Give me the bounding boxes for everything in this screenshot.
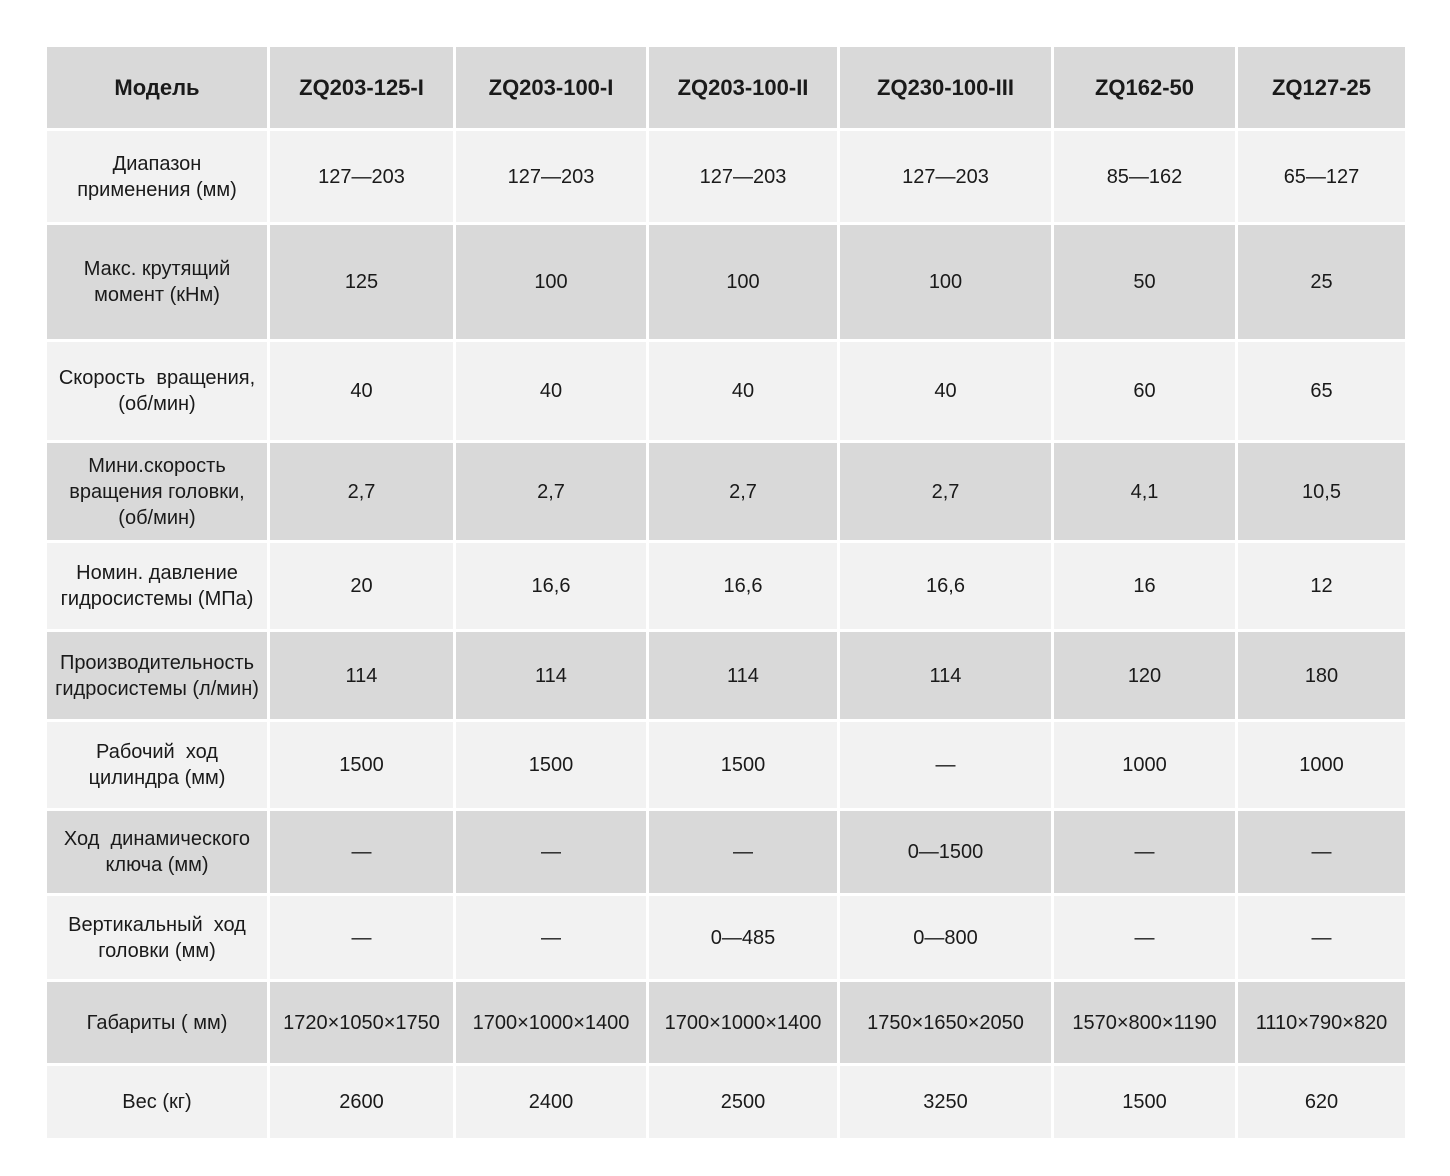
row-label-line: (об/мин) <box>118 506 196 529</box>
row-label-line: Производительность <box>59 651 255 674</box>
table-cell: 40 <box>648 341 839 442</box>
table-cell: 40 <box>269 341 455 442</box>
table-cell: 100 <box>648 224 839 341</box>
table-cell: 2,7 <box>269 442 455 542</box>
header-zq203-100-ii: ZQ203-100-II <box>648 46 839 130</box>
row-label <box>46 721 269 810</box>
table-cell: — <box>1053 895 1237 981</box>
table-cell: — <box>269 895 455 981</box>
table-cell: 3250 <box>839 1065 1053 1140</box>
row-label-line: Габариты ( мм) <box>86 1011 228 1034</box>
table-cell: 1750×1650×2050 <box>839 981 1053 1065</box>
table-cell: — <box>648 810 839 895</box>
table-cell: 100 <box>455 224 648 341</box>
table-cell: — <box>1237 810 1407 895</box>
table-cell: 4,1 <box>1053 442 1237 542</box>
table-cell: 65—127 <box>1237 130 1407 224</box>
table-cell: 114 <box>839 631 1053 721</box>
table-cell: 120 <box>1053 631 1237 721</box>
table-cell: 2500 <box>648 1065 839 1140</box>
header-zq127-25: ZQ127-25 <box>1237 46 1407 130</box>
table-cell: 127—203 <box>455 130 648 224</box>
table-cell: 0—1500 <box>839 810 1053 895</box>
table-row <box>46 542 1407 631</box>
table-cell: 1570×800×1190 <box>1053 981 1237 1065</box>
row-label-line: вращения головки, <box>69 480 245 503</box>
row-label-line: Ход динамического <box>63 828 251 850</box>
row-label-line: Вертикальный ход <box>68 913 246 936</box>
row-label-line: Рабочий ход <box>96 741 218 763</box>
row-label-line: применения (мм) <box>77 178 237 201</box>
table-cell: 25 <box>1237 224 1407 341</box>
table-cell: 16,6 <box>455 542 648 631</box>
row-label <box>46 130 269 224</box>
table-cell: 127—203 <box>839 130 1053 224</box>
row-label-line: ключа (мм) <box>105 854 209 876</box>
table-cell: 1700×1000×1400 <box>455 981 648 1065</box>
table-cell: 127—203 <box>648 130 839 224</box>
header-row <box>46 46 1407 130</box>
table-cell: 16 <box>1053 542 1237 631</box>
table-cell: 1500 <box>1053 1065 1237 1140</box>
row-label <box>46 542 269 631</box>
table-cell: 85—162 <box>1053 130 1237 224</box>
table-cell: 2,7 <box>839 442 1053 542</box>
table-cell: 114 <box>648 631 839 721</box>
table-cell: — <box>1053 810 1237 895</box>
header-zq230-100-iii: ZQ230-100-III <box>839 46 1053 130</box>
table-cell: 16,6 <box>648 542 839 631</box>
table-row <box>46 810 1407 895</box>
table-cell: 127—203 <box>269 130 455 224</box>
table-row <box>46 130 1407 224</box>
row-label-line: Номин. давление <box>76 562 238 584</box>
table-cell: 180 <box>1237 631 1407 721</box>
table-cell: — <box>839 721 1053 810</box>
row-label <box>46 224 269 341</box>
table-cell: 2400 <box>455 1065 648 1140</box>
row-label-line: Скорость вращения, <box>58 367 256 389</box>
table-cell: 40 <box>839 341 1053 442</box>
row-label-line: Вес (кг) <box>122 1091 192 1113</box>
row-label <box>46 631 269 721</box>
table-row <box>46 981 1407 1065</box>
table-cell: 1000 <box>1237 721 1407 810</box>
table-cell: 2600 <box>269 1065 455 1140</box>
row-label <box>46 1065 269 1140</box>
table-cell: 2,7 <box>455 442 648 542</box>
table-cell: — <box>1237 895 1407 981</box>
table-cell: 1500 <box>269 721 455 810</box>
table-cell: 0—485 <box>648 895 839 981</box>
row-label-line: Макс. крутящий <box>83 258 231 280</box>
table-cell: 16,6 <box>839 542 1053 631</box>
table-cell: 0—800 <box>839 895 1053 981</box>
table-cell: 60 <box>1053 341 1237 442</box>
row-label <box>46 810 269 895</box>
table-row <box>46 721 1407 810</box>
table-cell: 2,7 <box>648 442 839 542</box>
table-cell: 114 <box>455 631 648 721</box>
table-cell: 100 <box>839 224 1053 341</box>
header-zq203-125-i: ZQ203-125-I <box>269 46 455 130</box>
table-row <box>46 1065 1407 1140</box>
table-cell: 1500 <box>455 721 648 810</box>
row-label-line: гидросистемы (л/мин) <box>55 677 259 700</box>
header-zq203-100-i: ZQ203-100-I <box>455 46 648 130</box>
table-cell: 12 <box>1237 542 1407 631</box>
header-zq162-50: ZQ162-50 <box>1053 46 1237 130</box>
row-label <box>46 442 269 542</box>
row-label <box>46 895 269 981</box>
table-cell: 40 <box>455 341 648 442</box>
table-row <box>46 631 1407 721</box>
table-cell: — <box>269 810 455 895</box>
table-cell: 114 <box>269 631 455 721</box>
table-cell: 1500 <box>648 721 839 810</box>
specifications-table <box>44 44 1408 1141</box>
row-label <box>46 981 269 1065</box>
table-row <box>46 442 1407 542</box>
table-cell: 1700×1000×1400 <box>648 981 839 1065</box>
row-label-line: Диапазон <box>112 152 202 175</box>
row-label-line: (об/мин) <box>118 393 196 415</box>
table-cell: 20 <box>269 542 455 631</box>
table-row <box>46 341 1407 442</box>
table-cell: 620 <box>1237 1065 1407 1140</box>
table-cell: — <box>455 895 648 981</box>
row-label-line: Мини.скорость <box>88 454 226 477</box>
table-cell: 1110×790×820 <box>1237 981 1407 1065</box>
row-label-line: момент (кНм) <box>94 284 220 306</box>
table-cell: — <box>455 810 648 895</box>
row-label-line: цилиндра (мм) <box>88 767 226 789</box>
table-row <box>46 895 1407 981</box>
row-label-line: гидросистемы (МПа) <box>60 588 254 610</box>
table-cell: 1000 <box>1053 721 1237 810</box>
table-cell: 125 <box>269 224 455 341</box>
table-row <box>46 224 1407 341</box>
table-cell: 10,5 <box>1237 442 1407 542</box>
table-cell: 65 <box>1237 341 1407 442</box>
header-model: Модель <box>46 46 269 130</box>
table-cell: 1720×1050×1750 <box>269 981 455 1065</box>
row-label-line: головки (мм) <box>98 939 216 962</box>
row-label <box>46 341 269 442</box>
table-cell: 50 <box>1053 224 1237 341</box>
